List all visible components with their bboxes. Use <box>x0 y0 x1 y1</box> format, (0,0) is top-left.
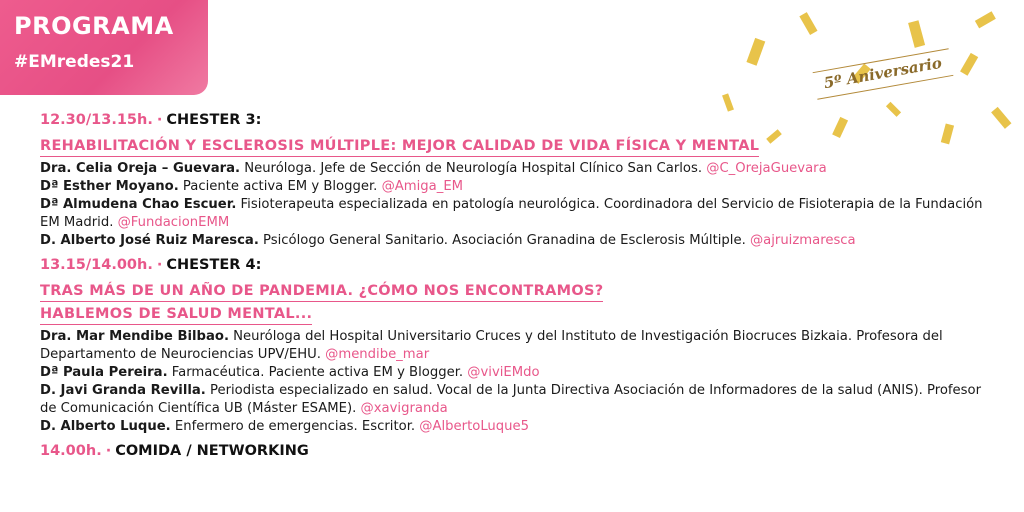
speaker-description: Neuróloga del Hospital Universitario Cruces y del Instituto de Investigación Biocruces Bizkaia. Profesora del Departamento de Neurociencias UPV/EHU. <box>40 329 943 362</box>
session-slot <box>40 111 1000 129</box>
session-label: COMIDA / NETWORKING <box>115 443 309 459</box>
speaker-description: Farmacéutica. Paciente activa EM y Blogger. <box>167 365 468 380</box>
speaker-description: Psicólogo General Sanitario. Asociación Granadina de Esclerosis Múltiple. <box>258 233 750 248</box>
speaker-description: Neuróloga. Jefe de Sección de Neurología Hospital Clínico San Carlos. <box>240 161 707 176</box>
speaker-description: Periodista especializado en salud. Vocal de la Junta Directiva Asociación de Informadores de la salud (ANIS). Profesor de Comunicación Científica UB (Máster ESAME). <box>40 383 982 416</box>
anniversary-badge: 5º Aniversario <box>813 48 954 100</box>
session-label: CHESTER 3: <box>166 112 262 128</box>
speaker-handle[interactable]: @ajruizmaresca <box>749 233 856 248</box>
program-content <box>40 111 1000 468</box>
session-time: 14.00h. <box>40 443 102 459</box>
event-hashtag: #EMredes21 <box>14 52 135 72</box>
speaker-entry <box>40 418 1000 436</box>
session-slot <box>40 442 1000 460</box>
speaker-entry <box>40 160 1000 178</box>
separator-dot: · <box>156 112 163 128</box>
speaker-name: Dra. Mar Mendibe Bilbao. <box>40 329 229 344</box>
speaker-handle[interactable]: @C_OrejaGuevara <box>706 161 827 176</box>
speaker-entry <box>40 178 1000 196</box>
speaker-entry <box>40 196 1000 232</box>
speaker-handle[interactable]: @viviEMdo <box>467 365 540 380</box>
speaker-name: Dª Esther Moyano. <box>40 179 179 194</box>
speaker-entry <box>40 364 1000 382</box>
speaker-description: Enfermero de emergencias. Escritor. <box>170 419 420 434</box>
separator-dot: · <box>156 257 163 273</box>
speaker-name: D. Alberto Luque. <box>40 419 171 434</box>
speaker-handle[interactable]: @xavigranda <box>360 401 448 416</box>
speaker-entry <box>40 328 1000 364</box>
session-time: 13.15/14.00h. <box>40 257 153 273</box>
session-topic: HABLEMOS DE SALUD MENTAL... <box>40 305 312 325</box>
speaker-handle[interactable]: @Amiga_EM <box>381 179 464 194</box>
session-topic: TRAS MÁS DE UN AÑO DE PANDEMIA. ¿CÓMO NOS ENCONTRAMOS? <box>40 282 603 302</box>
speaker-entry <box>40 382 1000 418</box>
speaker-description: Paciente activa EM y Blogger. <box>178 179 382 194</box>
session-topic: REHABILITACIÓN Y ESCLEROSIS MÚLTIPLE: MEJOR CALIDAD DE VIDA FÍSICA Y MENTAL <box>40 137 759 157</box>
speaker-entry <box>40 232 1000 250</box>
speaker-handle[interactable]: @AlbertoLuque5 <box>419 419 530 434</box>
separator-dot: · <box>105 443 112 459</box>
speaker-handle[interactable]: @mendibe_mar <box>325 347 430 362</box>
program-title: PROGRAMA <box>14 12 174 40</box>
session-label: CHESTER 4: <box>166 257 262 273</box>
speaker-name: D. Alberto José Ruiz Maresca. <box>40 233 259 248</box>
speaker-name: Dª Almudena Chao Escuer. <box>40 197 237 212</box>
speaker-description: Fisioterapeuta especializada en patología neurológica. Coordinadora del Servicio de Fisioterapia de la Fundación EM Madrid. <box>40 197 983 230</box>
speaker-name: Dª Paula Pereira. <box>40 365 168 380</box>
speaker-name: D. Javi Granda Revilla. <box>40 383 206 398</box>
session-time: 12.30/13.15h. <box>40 112 153 128</box>
program-header <box>0 0 208 95</box>
speaker-name: Dra. Celia Oreja – Guevara. <box>40 161 241 176</box>
session-slot <box>40 256 1000 274</box>
speaker-handle[interactable]: @FundacionEMM <box>117 215 230 230</box>
